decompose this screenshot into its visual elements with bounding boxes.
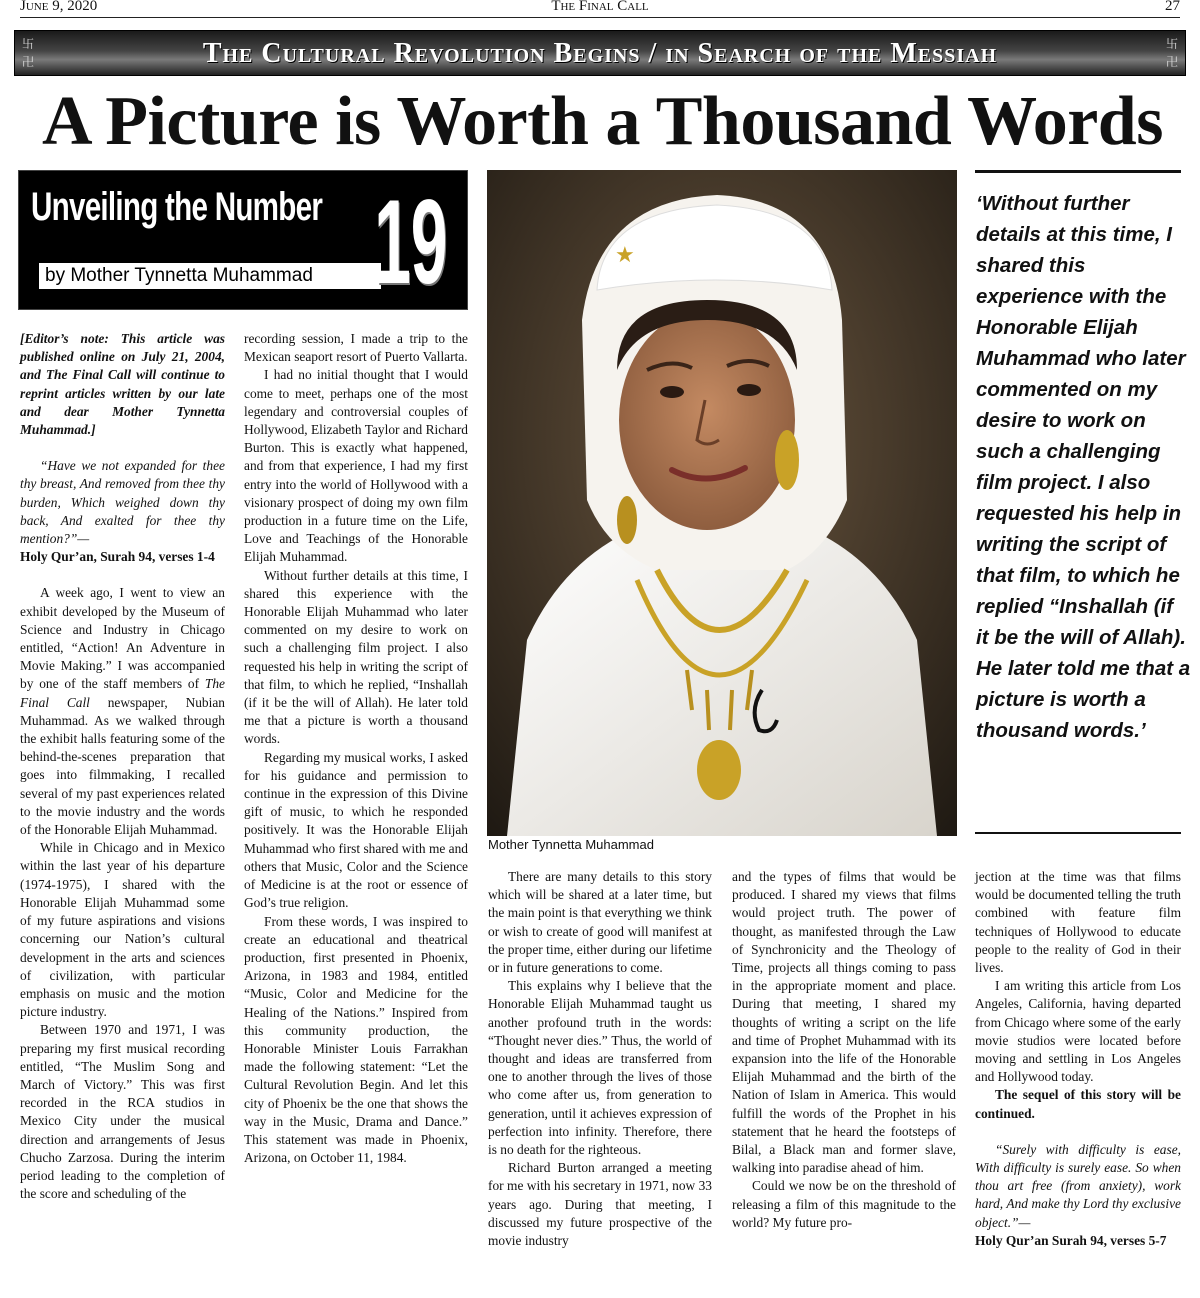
page-number: 27 (1165, 0, 1180, 14)
column-logo-title: Unveiling the Number (31, 185, 323, 229)
issue-date: June 9, 2020 (20, 0, 98, 14)
article-column-1 (20, 330, 225, 1203)
paragraph: While in Chicago and in Mexico within the last year of his departure (1974-1975), I shared with the Honorable Elijah Muhammad some of my future aspirations and visions concerning our Nation’s cultural development in the arts and sciences of civilization, with particular emphasis on music and the motion picture industry. (20, 840, 225, 1020)
column-logo-number: 19 (373, 175, 447, 309)
banner-text: The Cultural Revolution Begins / in Search of the Messiah (202, 38, 998, 69)
portrait-illustration (487, 170, 957, 836)
paragraph: Without further details at this time, I shared this experience with the Honorable Elijah Muhammad who later commented on my desire to work on such a challenging film project. I also requested his help in writing the script of that film, to which he replied, “Inshallah (if it be the will of Allah). He later told me that a picture is worth a thousand words. (244, 567, 468, 747)
editors-note: [Editor’s note: This article was published online on July 21, 2004, and The Final Call will continue to reprint articles written by our late and dear Mother Tynnetta Muhammad.] (20, 331, 225, 438)
paragraph: Between 1970 and 1971, I was preparing my first musical recording entitled, “The Muslim Song and March of Victory.” This was first recorded in the RCA studios in Mexico City under the musical direction and arrangements of Jesus Chucho Zarzosa. During the interim period leading to the completion of the score and scheduling of the (20, 1022, 225, 1202)
pullquote: ‘Without further details at this time, I shared this experience with the Honorable Elijah Muhammad who later commented on my desire to work on such a challenging film project. I also requested his help in writing the script of that film, to which he replied “Inshallah (if it be the will of Allah). He later told me that a picture is worth a thousand words.’ (976, 192, 1191, 742)
paragraph: From these words, I was inspired to create an educational and theatrical production, first presented in Phoenix, Arizona, in 1983 and 1984, entitled “Music, Color and Medicine for the Healing of the Nations.” Inspired from this community production, the Honorable Minister Louis Farrakhan made the following statement: “Let the Cultural Revolution Begin. And let this city of Phoenix be the one that shows the way in the Music, Drama and Dance.” This statement was made in Phoenix, Arizona, on October 11, 1984. (244, 913, 468, 1166)
pullquote-rule-bottom (975, 832, 1181, 834)
paragraph: I had no initial thought that I would come to meet, perhaps one of the most legendary and controversial couples of Hollywood, Elizabeth Taylor and Richard Burton. This is exactly what happened, and from that experience, I had my first entry into the world of Hollywood with a visionary prospect of doing my own film production in a future time on the Life, Love and Teachings of the Honorable Elijah Muhammad. (244, 367, 468, 565)
paragraph: This explains why I believe that the Honorable Elijah Muhammad taught us another profound truth in the words: “Thought never dies.” Thus, the world of thought and ideas are transferred from one to another through the lives of those who come after us, from generation to generation, until it achieves expression of perfection into infinity. Therefore, there is no death for the righteous. (488, 978, 712, 1158)
paragraph: I am writing this article from Los Angeles, California, having departed from Chicago where some of the early movie studios were located before moving and settling in Los Angeles and Hollywood today. (975, 978, 1181, 1085)
closing-source: Holy Qur’an Surah 94, verses 5-7 (975, 1232, 1167, 1248)
paragraph: Richard Burton arranged a meeting for me with his secretary in 1971, now 33 years ago. During that meeting, I discussed my future prospective of the movie industry (488, 1160, 712, 1249)
headline: A Picture is Worth a Thousand Words (42, 83, 1163, 160)
svg-text:★: ★ (615, 243, 635, 268)
paragraph: Could we now be on the threshold of releasing a film of this magnitude to the world? My future pro- (732, 1178, 956, 1230)
epigraph-source: Holy Qur’an, Surah 94, verses 1-4 (20, 549, 215, 565)
paragraph: recording session, I made a trip to the Mexican seaport resort of Puerto Vallarta. (244, 331, 468, 365)
pullquote-rule-top (975, 170, 1181, 173)
banner-ornament-left-icon: 卐 卍 (21, 37, 34, 69)
article-column-4 (732, 868, 956, 1232)
publication-name: The Final Call (551, 0, 649, 14)
column-logo-byline: by Mother Tynnetta Muhammad (39, 263, 381, 289)
article-column-5 (975, 868, 1181, 1250)
paragraph: A week ago, I went to view an exhibit developed by the Museum of Science and Industry in Chicago entitled, “Action! An Adventure in Movie Making.” I was accompanied by one of the staff members of The Final Call newspaper, Nubian Muhammad. As we walked through the exhibit halls featuring some of the behind-the-scenes preparation that goes into filmmaking, I recalled several of my past experiences related to the movie industry and the words of the Honorable Elijah Muhammad. (20, 585, 225, 838)
column-logo (18, 170, 468, 310)
sequel-note: The sequel of this story will be continued. (975, 1087, 1181, 1121)
closing-quote: “Surely with difficulty is ease, With difficulty is surely ease. So when thou art free (from anxiety), work hard, And make thy Lord thy exclusive object.”— (975, 1141, 1181, 1230)
banner-ornament-right-icon: 卐 卍 (1165, 37, 1178, 69)
publication-italic: The Final Call (20, 676, 225, 710)
photo-caption: Mother Tynnetta Muhammad (488, 837, 654, 852)
folio-line (20, 0, 1180, 18)
epigraph-quote: “Have we not expanded for thee thy breast, And removed from thee thy burden, Which weighed down thy back, And exalted for thee thy mention?”— (20, 458, 225, 547)
paragraph: Regarding my musical works, I asked for his guidance and permission to continue in the expression of this Divine gift of music, to which he responded positively. It was the Honorable Elijah Muhammad who first shared with me and others that Music, Color and the Science of Medicine is at the root or essence of God’s true religion. (244, 749, 468, 911)
paragraph: and the types of films that would be produced. I shared my views that films would project truth. The power of thought, as manifested through the Law of Synchronicity and the Theology of Time, projects all things coming to pass in the appropriate moment and place. During that meeting, I shared my thoughts of writing a script on the life and time of Prophet Muhammad with its expansion into the life of the Honorable Elijah Muhammad and the birth of the Nation of Islam in America. This would fulfill the words of the Prophet in his statement that he heard the footsteps of Bilal, a Black man and former slave, walking into paradise ahead of him. (732, 869, 956, 1176)
portrait-photo (487, 170, 957, 836)
article-column-2 (244, 330, 468, 1167)
section-banner (14, 30, 1186, 76)
paragraph: There are many details to this story which will be shared at a later time, but the main point is that everything we think or wish to create of good will manifest at the proper time, either during our lifetime or in future generations to come. (488, 869, 712, 976)
folio-rule (20, 17, 1180, 18)
article-column-3 (488, 868, 712, 1250)
paragraph: jection at the time was that films would be documented telling the truth combined with feature film techniques of Hollywood to educate people to the reality of God in their lives. (975, 869, 1181, 976)
